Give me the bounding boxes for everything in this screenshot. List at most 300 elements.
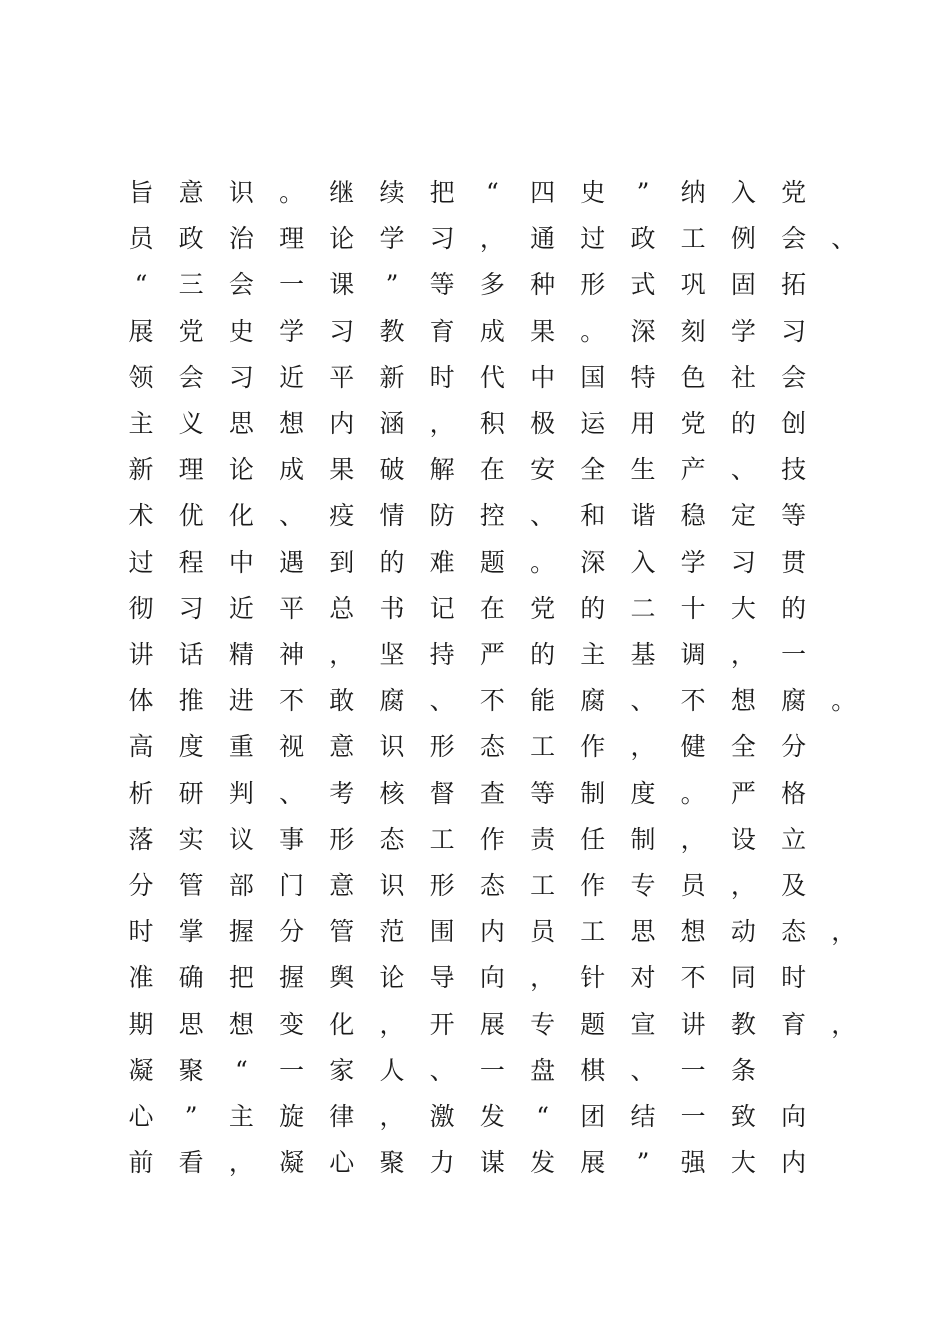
text-char: 激: [429, 1102, 455, 1131]
text-char: ，: [630, 732, 656, 762]
text-char: 技: [781, 455, 807, 485]
text-char: 调: [680, 640, 706, 669]
text-char: 作: [479, 824, 505, 854]
text-char: 社: [730, 362, 756, 392]
text-char: 多: [479, 270, 505, 300]
text-char: 研: [178, 778, 204, 808]
text-char: 一: [479, 1055, 505, 1085]
text-line: [0, 727, 950, 767]
text-char: 腐: [580, 686, 606, 716]
text-char: 全: [580, 455, 606, 485]
text-char: 程: [178, 547, 204, 577]
text-line: [0, 1005, 950, 1045]
text-line: [0, 404, 950, 444]
text-char: ”: [385, 270, 399, 300]
text-char: 思: [630, 917, 656, 947]
text-char: 识: [228, 178, 254, 207]
text-char: 一: [279, 270, 305, 300]
text-line: [0, 1097, 950, 1137]
text-char: 变: [279, 1009, 305, 1039]
text-char: 、: [730, 455, 756, 485]
text-char: 的: [530, 640, 556, 669]
text-char: 入: [730, 178, 756, 207]
text-char: 思: [178, 1009, 204, 1039]
text-char: 握: [228, 917, 254, 947]
text-char: 解: [429, 455, 455, 485]
text-char: 内: [781, 1148, 807, 1178]
text-char: 总: [329, 593, 355, 623]
text-char: 通: [530, 224, 556, 254]
text-char: 积: [479, 409, 505, 438]
text-line: [0, 681, 950, 721]
text-char: 督: [429, 778, 455, 808]
text-char: 大: [730, 1148, 756, 1178]
text-line: [0, 358, 950, 398]
text-char: 的: [580, 593, 606, 623]
text-char: 度: [178, 732, 204, 762]
text-char: 作: [580, 871, 606, 900]
text-char: 时: [429, 362, 455, 392]
text-char: 习: [178, 593, 204, 623]
text-char: 能: [530, 686, 556, 716]
text-char: 特: [630, 362, 656, 392]
text-char: 员: [128, 224, 154, 254]
text-char: 论: [228, 455, 254, 485]
text-char: 心: [128, 1102, 154, 1131]
text-char: 继: [329, 178, 355, 207]
text-char: “: [486, 178, 499, 207]
text-char: 谐: [630, 501, 656, 531]
text-char: 考: [329, 778, 355, 808]
text-char: 聚: [379, 1148, 405, 1178]
text-char: 工: [580, 917, 606, 947]
text-char: 凝: [279, 1148, 305, 1178]
text-char: 意: [329, 732, 355, 762]
text-char: 态: [379, 824, 405, 854]
text-char: 工: [680, 224, 706, 254]
text-line: [0, 635, 950, 675]
text-char: 色: [680, 362, 706, 392]
text-char: 种: [530, 270, 556, 300]
text-char: 新: [379, 362, 405, 392]
text-char: 等: [781, 501, 807, 531]
text-char: 舆: [329, 963, 355, 993]
text-char: 聚: [178, 1055, 204, 1085]
text-char: 理: [279, 224, 305, 254]
text-char: 腐: [379, 686, 405, 716]
text-char: 难: [429, 547, 455, 577]
text-char: 范: [379, 917, 405, 947]
text-char: 学: [279, 316, 305, 346]
text-char: 盘: [530, 1055, 556, 1085]
text-char: 进: [228, 686, 254, 716]
text-char: 中: [228, 547, 254, 577]
text-char: 成: [279, 455, 305, 485]
text-char: 重: [228, 732, 254, 762]
text-char: ，: [479, 224, 505, 254]
text-char: 不: [279, 686, 305, 716]
text-char: 态: [781, 917, 807, 947]
text-char: 优: [178, 501, 204, 531]
text-char: 主: [228, 1102, 254, 1131]
text-char: 大: [730, 593, 756, 623]
text-char: ，: [429, 409, 455, 438]
text-char: ，: [831, 917, 857, 947]
text-char: 心: [329, 1148, 355, 1178]
text-char: 作: [580, 732, 606, 762]
text-char: 高: [128, 732, 154, 762]
text-char: 用: [630, 409, 656, 438]
text-char: ，: [530, 963, 556, 993]
text-char: 题: [479, 547, 505, 577]
text-char: 主: [128, 409, 154, 438]
text-char: 深: [630, 316, 656, 346]
text-char: 党: [178, 316, 204, 346]
text-char: 主: [580, 640, 606, 669]
text-char: 形: [329, 824, 355, 854]
text-char: 过: [580, 224, 606, 254]
text-char: 破: [379, 455, 405, 485]
text-char: 同: [730, 963, 756, 993]
text-char: 一: [680, 1102, 706, 1131]
text-char: 管: [178, 871, 204, 900]
text-char: 持: [429, 640, 455, 669]
text-char: 三: [178, 270, 204, 300]
text-char: 专: [630, 871, 656, 900]
text-char: 到: [329, 547, 355, 577]
text-char: 一: [279, 1055, 305, 1085]
text-char: 时: [781, 963, 807, 993]
text-char: 刻: [680, 316, 706, 346]
text-char: 凝: [128, 1055, 154, 1085]
text-char: 门: [279, 871, 305, 900]
text-char: 话: [178, 640, 204, 669]
text-char: 学: [680, 547, 706, 577]
text-char: 力: [429, 1148, 455, 1178]
text-char: 平: [279, 593, 305, 623]
text-char: “: [536, 1102, 549, 1131]
text-char: 识: [379, 732, 405, 762]
text-char: 管: [329, 917, 355, 947]
text-char: 强: [680, 1148, 706, 1178]
text-char: 分: [279, 917, 305, 947]
text-char: 想: [279, 409, 305, 438]
text-char: 旋: [279, 1102, 305, 1131]
text-char: 安: [530, 455, 556, 485]
text-char: 、: [429, 1055, 455, 1085]
text-char: 深: [580, 547, 606, 577]
text-char: ，: [329, 640, 355, 669]
text-char: 体: [128, 686, 154, 716]
text-char: 分: [781, 732, 807, 762]
text-char: 度: [630, 778, 656, 808]
text-char: 视: [279, 732, 305, 762]
text-char: 的: [730, 409, 756, 438]
text-char: 旨: [128, 178, 154, 207]
text-line: [0, 589, 950, 629]
text-char: 控: [479, 501, 505, 531]
text-char: 制: [580, 778, 606, 808]
text-char: 开: [429, 1009, 455, 1039]
text-char: 专: [530, 1009, 556, 1039]
text-char: 彻: [128, 593, 154, 623]
text-line: [0, 774, 950, 814]
text-char: 对: [630, 963, 656, 993]
text-char: 想: [228, 1009, 254, 1039]
text-char: 理: [178, 455, 204, 485]
text-char: 、: [630, 1055, 656, 1085]
text-char: 贯: [781, 547, 807, 577]
text-char: 动: [730, 917, 756, 947]
text-char: 发: [530, 1148, 556, 1178]
text-char: 巩: [680, 270, 706, 300]
text-char: 习: [781, 316, 807, 346]
text-char: ，: [379, 1102, 405, 1131]
text-char: 结: [630, 1102, 656, 1131]
text-char: 习: [429, 224, 455, 254]
text-char: 议: [228, 824, 254, 854]
text-char: 化: [228, 501, 254, 531]
text-char: 记: [429, 593, 455, 623]
text-char: 讲: [128, 640, 154, 669]
text-char: 思: [228, 409, 254, 438]
text-char: 条: [730, 1055, 756, 1085]
text-char: 防: [429, 501, 455, 531]
text-char: 等: [429, 270, 455, 300]
text-char: 分: [128, 871, 154, 900]
text-char: 格: [781, 778, 807, 808]
text-char: 习: [228, 362, 254, 392]
text-char: 宣: [630, 1009, 656, 1039]
text-line: [0, 1143, 950, 1183]
text-char: 识: [379, 871, 405, 900]
text-char: 例: [730, 224, 756, 254]
text-char: 意: [329, 871, 355, 900]
text-line: [0, 265, 950, 305]
text-char: 党: [781, 178, 807, 207]
text-char: 针: [580, 963, 606, 993]
text-char: 握: [279, 963, 305, 993]
text-char: 不: [680, 963, 706, 993]
text-char: 向: [781, 1102, 807, 1131]
text-char: 时: [128, 917, 154, 947]
text-char: 化: [329, 1009, 355, 1039]
text-char: 课: [329, 270, 355, 300]
text-char: 固: [730, 270, 756, 300]
text-char: 育: [429, 316, 455, 346]
text-char: 任: [580, 824, 606, 854]
text-char: 人: [379, 1055, 405, 1085]
text-char: 核: [379, 778, 405, 808]
text-char: 、: [630, 686, 656, 716]
text-char: 领: [128, 362, 154, 392]
text-char: 坚: [379, 640, 405, 669]
text-char: 极: [530, 409, 556, 438]
text-char: 及: [781, 871, 807, 900]
text-char: 析: [128, 778, 154, 808]
text-char: ，: [680, 824, 706, 854]
text-char: ”: [184, 1102, 198, 1131]
text-char: 生: [630, 455, 656, 485]
text-char: 等: [530, 778, 556, 808]
text-char: 态: [479, 871, 505, 900]
text-char: 工: [530, 732, 556, 762]
text-line: [0, 958, 950, 998]
text-char: 会: [781, 362, 807, 392]
text-char: 律: [329, 1102, 355, 1131]
text-char: 意: [178, 178, 204, 207]
text-char: 习: [730, 547, 756, 577]
text-char: 前: [128, 1148, 154, 1178]
text-char: 。: [831, 686, 857, 716]
text-char: 纳: [680, 178, 706, 207]
text-char: 题: [580, 1009, 606, 1039]
text-line: [0, 820, 950, 860]
text-char: 会: [228, 270, 254, 300]
text-char: 中: [530, 362, 556, 392]
text-char: 制: [630, 824, 656, 854]
text-char: 工: [530, 871, 556, 900]
text-char: 、: [530, 501, 556, 531]
text-char: 员: [530, 917, 556, 947]
text-char: 在: [479, 593, 505, 623]
text-char: 把: [429, 178, 455, 207]
text-char: 义: [178, 409, 204, 438]
text-char: 导: [429, 963, 455, 993]
text-char: 形: [429, 871, 455, 900]
text-char: 情: [379, 501, 405, 531]
text-char: 、: [831, 224, 857, 254]
text-char: 会: [178, 362, 204, 392]
text-char: 员: [680, 871, 706, 900]
text-char: 不: [479, 686, 505, 716]
text-char: 国: [580, 362, 606, 392]
text-char: 四: [530, 178, 556, 207]
text-char: ，: [228, 1148, 254, 1178]
text-char: 健: [680, 732, 706, 762]
text-char: “: [235, 1055, 248, 1085]
text-char: ”: [636, 178, 650, 207]
text-char: 术: [128, 501, 154, 531]
text-char: 严: [730, 778, 756, 808]
text-char: 看: [178, 1148, 204, 1178]
text-char: 政: [178, 224, 204, 254]
text-line: [0, 312, 950, 352]
text-char: 史: [228, 316, 254, 346]
text-char: 。: [530, 547, 556, 577]
text-char: 遇: [279, 547, 305, 577]
text-char: 推: [178, 686, 204, 716]
text-char: 查: [479, 778, 505, 808]
text-char: ”: [636, 1148, 650, 1178]
text-char: 期: [128, 1009, 154, 1039]
text-char: 责: [530, 824, 556, 854]
text-char: ，: [730, 871, 756, 900]
text-char: 产: [680, 455, 706, 485]
text-char: 致: [730, 1102, 756, 1131]
text-char: 把: [228, 963, 254, 993]
text-char: 党: [530, 593, 556, 623]
text-char: 。: [580, 316, 606, 346]
text-char: 党: [680, 409, 706, 438]
text-char: 事: [279, 824, 305, 854]
text-char: 一: [781, 640, 807, 669]
text-char: 立: [781, 824, 807, 854]
text-char: 和: [580, 501, 606, 531]
text-char: 讲: [680, 1009, 706, 1039]
text-char: 设: [730, 824, 756, 854]
text-char: 近: [228, 593, 254, 623]
text-char: 育: [781, 1009, 807, 1039]
text-char: 涵: [379, 409, 405, 438]
text-char: 确: [178, 963, 204, 993]
text-line: [0, 912, 950, 952]
text-char: 内: [479, 917, 505, 947]
text-char: 论: [329, 224, 355, 254]
text-char: 、: [279, 501, 305, 531]
text-char: 书: [379, 593, 405, 623]
text-char: ，: [730, 640, 756, 669]
text-char: 家: [329, 1055, 355, 1085]
text-char: 围: [429, 917, 455, 947]
text-char: 教: [730, 1009, 756, 1039]
text-char: 全: [730, 732, 756, 762]
text-char: 果: [530, 316, 556, 346]
text-char: 学: [730, 316, 756, 346]
text-char: 谋: [479, 1148, 505, 1178]
text-char: 习: [329, 316, 355, 346]
text-char: 。: [279, 178, 305, 207]
text-char: 棋: [580, 1055, 606, 1085]
text-char: 论: [379, 963, 405, 993]
text-char: 创: [781, 409, 807, 438]
text-line: [0, 543, 950, 583]
text-char: 落: [128, 824, 154, 854]
text-char: 平: [329, 362, 355, 392]
text-line: [0, 219, 950, 259]
text-char: 成: [479, 316, 505, 346]
text-line: [0, 173, 950, 213]
text-char: 展: [580, 1148, 606, 1178]
text-char: 疫: [329, 501, 355, 531]
text-char: 拓: [781, 270, 807, 300]
text-line: [0, 450, 950, 490]
text-char: 展: [479, 1009, 505, 1039]
text-char: 精: [228, 640, 254, 669]
text-line: [0, 866, 950, 906]
text-char: 史: [580, 178, 606, 207]
text-char: 近: [279, 362, 305, 392]
text-char: 运: [580, 409, 606, 438]
text-char: 向: [479, 963, 505, 993]
text-char: 果: [329, 455, 355, 485]
text-char: 部: [228, 871, 254, 900]
text-char: 形: [580, 270, 606, 300]
text-char: 掌: [178, 917, 204, 947]
text-char: 过: [128, 547, 154, 577]
text-char: 治: [228, 224, 254, 254]
text-char: 定: [730, 501, 756, 531]
text-char: 工: [429, 824, 455, 854]
text-char: 敢: [329, 686, 355, 716]
text-char: 不: [680, 686, 706, 716]
text-char: 、: [279, 778, 305, 808]
text-char: 腐: [781, 686, 807, 716]
text-char: 想: [730, 686, 756, 716]
text-line: [0, 496, 950, 536]
text-char: ，: [379, 1009, 405, 1039]
text-char: 稳: [680, 501, 706, 531]
